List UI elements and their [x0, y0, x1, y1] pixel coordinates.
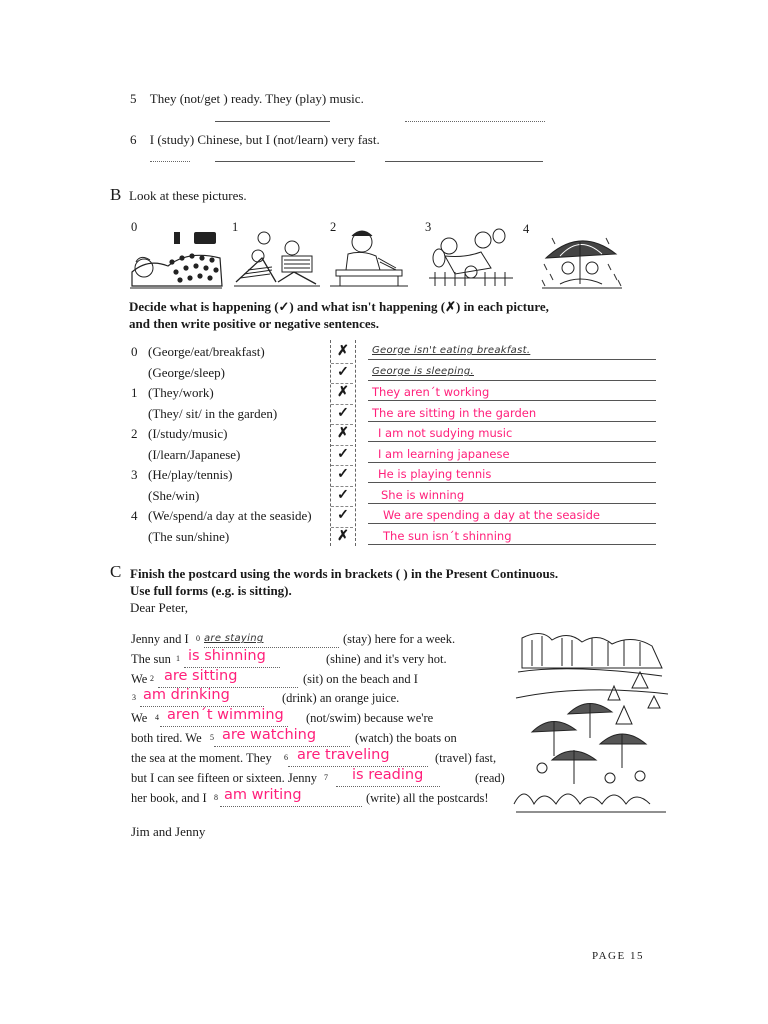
- gap-number: 0: [196, 634, 200, 643]
- postcard-text: (sit) on the beach and I: [303, 672, 418, 686]
- row-number: 2: [131, 426, 138, 441]
- check-mark-icon[interactable]: ✓: [337, 406, 349, 421]
- row-prompt: (They/ sit/ in the garden): [148, 406, 278, 421]
- gap-answer[interactable]: is shinning: [188, 648, 266, 664]
- gap-line: [220, 806, 362, 807]
- section-b-instructions-1: Decide what is happening (✓) and what isn't happening (✗) in each picture,: [129, 299, 549, 314]
- item-6: [130, 132, 380, 148]
- answer-line[interactable]: [215, 121, 330, 122]
- answer-line: [368, 503, 656, 504]
- gap-answer[interactable]: are watching: [222, 727, 317, 743]
- answer-line: [368, 523, 656, 524]
- postcard-text: her book, and I: [131, 791, 207, 805]
- answer-line[interactable]: [405, 121, 545, 122]
- postcard-text: both tired. We: [131, 731, 202, 745]
- check-cell-divider: [331, 363, 353, 364]
- picture-number: 1: [232, 220, 239, 234]
- cross-mark-icon[interactable]: ✗: [337, 529, 349, 544]
- row-prompt: (She/win): [148, 488, 200, 503]
- gap-number: 5: [210, 733, 214, 742]
- check-mark-icon[interactable]: ✓: [337, 488, 349, 503]
- postcard-text: (read): [475, 771, 505, 785]
- check-cell-divider: [331, 424, 353, 425]
- row-prompt: (We/spend/a day at the seaside): [148, 508, 312, 523]
- check-mark-icon[interactable]: ✓: [337, 447, 349, 462]
- postcard-text: (stay) here for a week.: [343, 632, 456, 646]
- check-cell-divider: [331, 527, 353, 528]
- postcard-text: We: [131, 711, 148, 725]
- answer-line: [368, 462, 656, 463]
- row-prompt: (George/sleep): [148, 365, 226, 380]
- postcard-text: (drink) an orange juice.: [282, 691, 400, 705]
- gap-answer[interactable]: am writing: [224, 787, 302, 803]
- picture-number: 3: [425, 220, 432, 234]
- answer-line: [368, 544, 656, 545]
- row-number: 0: [131, 344, 138, 359]
- check-cell-divider: [331, 465, 353, 466]
- cross-mark-icon[interactable]: ✗: [337, 385, 349, 400]
- row-answer[interactable]: She is winning: [381, 488, 465, 502]
- gap-answer[interactable]: is reading: [352, 767, 424, 783]
- check-mark-icon[interactable]: ✓: [337, 365, 349, 380]
- postcard-text: We: [131, 672, 148, 686]
- postcard-text: (shine) and it's very hot.: [326, 652, 447, 666]
- postcard-text: (not/swim) because we're: [306, 711, 434, 725]
- postcard-text: the sea at the moment. They: [131, 751, 272, 765]
- postcard-greeting: Dear Peter,: [130, 600, 188, 615]
- page-number: PAGE 15: [592, 950, 644, 962]
- row-answer[interactable]: The sun isn´t shinning: [383, 529, 512, 543]
- seaside-umbrella-illustration: [540, 228, 624, 292]
- sleeping-boy-illustration: [128, 228, 224, 292]
- tennis-players-illustration: [425, 228, 517, 290]
- row-answer[interactable]: He is playing tennis: [378, 467, 492, 481]
- beach-scene-illustration: [512, 628, 672, 816]
- row-answer[interactable]: They aren´t working: [372, 385, 490, 399]
- gap-answer[interactable]: are sitting: [164, 668, 238, 684]
- answer-line: [368, 359, 656, 360]
- postcard-signature: Jim and Jenny: [131, 824, 206, 839]
- gap-answer[interactable]: are staying: [204, 633, 264, 644]
- postcard-text: (watch) the boats on: [355, 731, 457, 745]
- row-prompt: (George/eat/breakfast): [148, 344, 265, 359]
- check-cell-divider: [331, 486, 353, 487]
- postcard-text: (travel) fast,: [435, 751, 497, 765]
- check-cell-divider: [331, 404, 353, 405]
- check-cell-divider: [331, 383, 353, 384]
- picture-number: 0: [131, 220, 138, 234]
- postcard-text: The sun: [131, 652, 171, 666]
- row-answer[interactable]: I am not sudying music: [378, 426, 513, 440]
- check-mark-icon[interactable]: ✓: [337, 467, 349, 482]
- section-c-heading-1: Finish the postcard using the words in brackets ( ) in the Present Continuous.: [130, 566, 559, 581]
- gap-number: 7: [324, 773, 328, 782]
- row-number: 3: [131, 467, 138, 482]
- row-answer[interactable]: The are sitting in the garden: [372, 406, 537, 420]
- section-b-heading: Look at these pictures.: [129, 188, 247, 203]
- item-number: 5: [130, 91, 137, 106]
- gap-answer[interactable]: are traveling: [297, 747, 390, 763]
- row-number: 1: [131, 385, 138, 400]
- row-number: 4: [131, 508, 138, 523]
- answer-line: [368, 482, 656, 483]
- gap-number: 2: [150, 674, 154, 683]
- answer-line[interactable]: [215, 161, 355, 162]
- answer-line: [368, 441, 656, 442]
- row-answer[interactable]: George is sleeping.: [372, 366, 474, 377]
- gap-line: [336, 786, 440, 787]
- row-prompt: (I/study/music): [148, 426, 228, 441]
- gap-number: 1: [176, 654, 180, 663]
- section-b-instructions-2: and then write positive or negative sentences.: [129, 316, 379, 331]
- postcard-text: but I can see fifteen or sixteen. Jenny: [131, 771, 318, 785]
- row-answer[interactable]: We are spending a day at the seaside: [383, 508, 601, 522]
- student-desk-illustration: [328, 228, 410, 290]
- picture-number: 4: [523, 222, 530, 236]
- answer-line[interactable]: [385, 161, 543, 162]
- item-text: I (study) Chinese, but I (not/learn) very fast.: [149, 132, 380, 147]
- row-prompt: (He/play/tennis): [148, 467, 233, 482]
- row-answer[interactable]: George isn't eating breakfast.: [372, 345, 531, 356]
- check-cell-divider: [331, 506, 353, 507]
- check-mark-icon[interactable]: ✓: [337, 508, 349, 523]
- item-text: They (not/get ) ready. They (play) music.: [149, 91, 364, 106]
- answer-line: [368, 400, 656, 401]
- gap-answer[interactable]: aren´t wimming: [167, 707, 284, 723]
- section-letter-b: B: [110, 185, 122, 204]
- garden-couple-illustration: [232, 230, 322, 290]
- row-prompt: (The sun/shine): [148, 529, 230, 544]
- gap-number: 4: [155, 713, 159, 722]
- gap-number: 8: [214, 793, 218, 802]
- item-number: 6: [130, 132, 137, 147]
- gap-number: 3: [132, 693, 136, 702]
- gap-number: 6: [284, 753, 288, 762]
- check-cell-divider: [331, 445, 353, 446]
- row-answer[interactable]: I am learning japanese: [378, 447, 510, 461]
- gap-answer[interactable]: am drinking: [143, 687, 230, 703]
- answer-line: [368, 421, 656, 422]
- postcard-text: Jenny and I: [131, 632, 189, 646]
- row-prompt: (They/work): [148, 385, 214, 400]
- postcard-text: (write) all the postcards!: [366, 791, 489, 805]
- item-5: [130, 91, 364, 107]
- cross-mark-icon[interactable]: ✗: [337, 344, 349, 359]
- cross-mark-icon[interactable]: ✗: [337, 426, 349, 441]
- answer-line[interactable]: [150, 161, 190, 162]
- picture-number: 2: [330, 220, 337, 234]
- section-c-heading-2: Use full forms (e.g. is sitting).: [130, 583, 292, 598]
- row-prompt: (I/learn/Japanese): [148, 447, 241, 462]
- section-letter-c: C: [110, 562, 122, 581]
- answer-line: [368, 380, 656, 381]
